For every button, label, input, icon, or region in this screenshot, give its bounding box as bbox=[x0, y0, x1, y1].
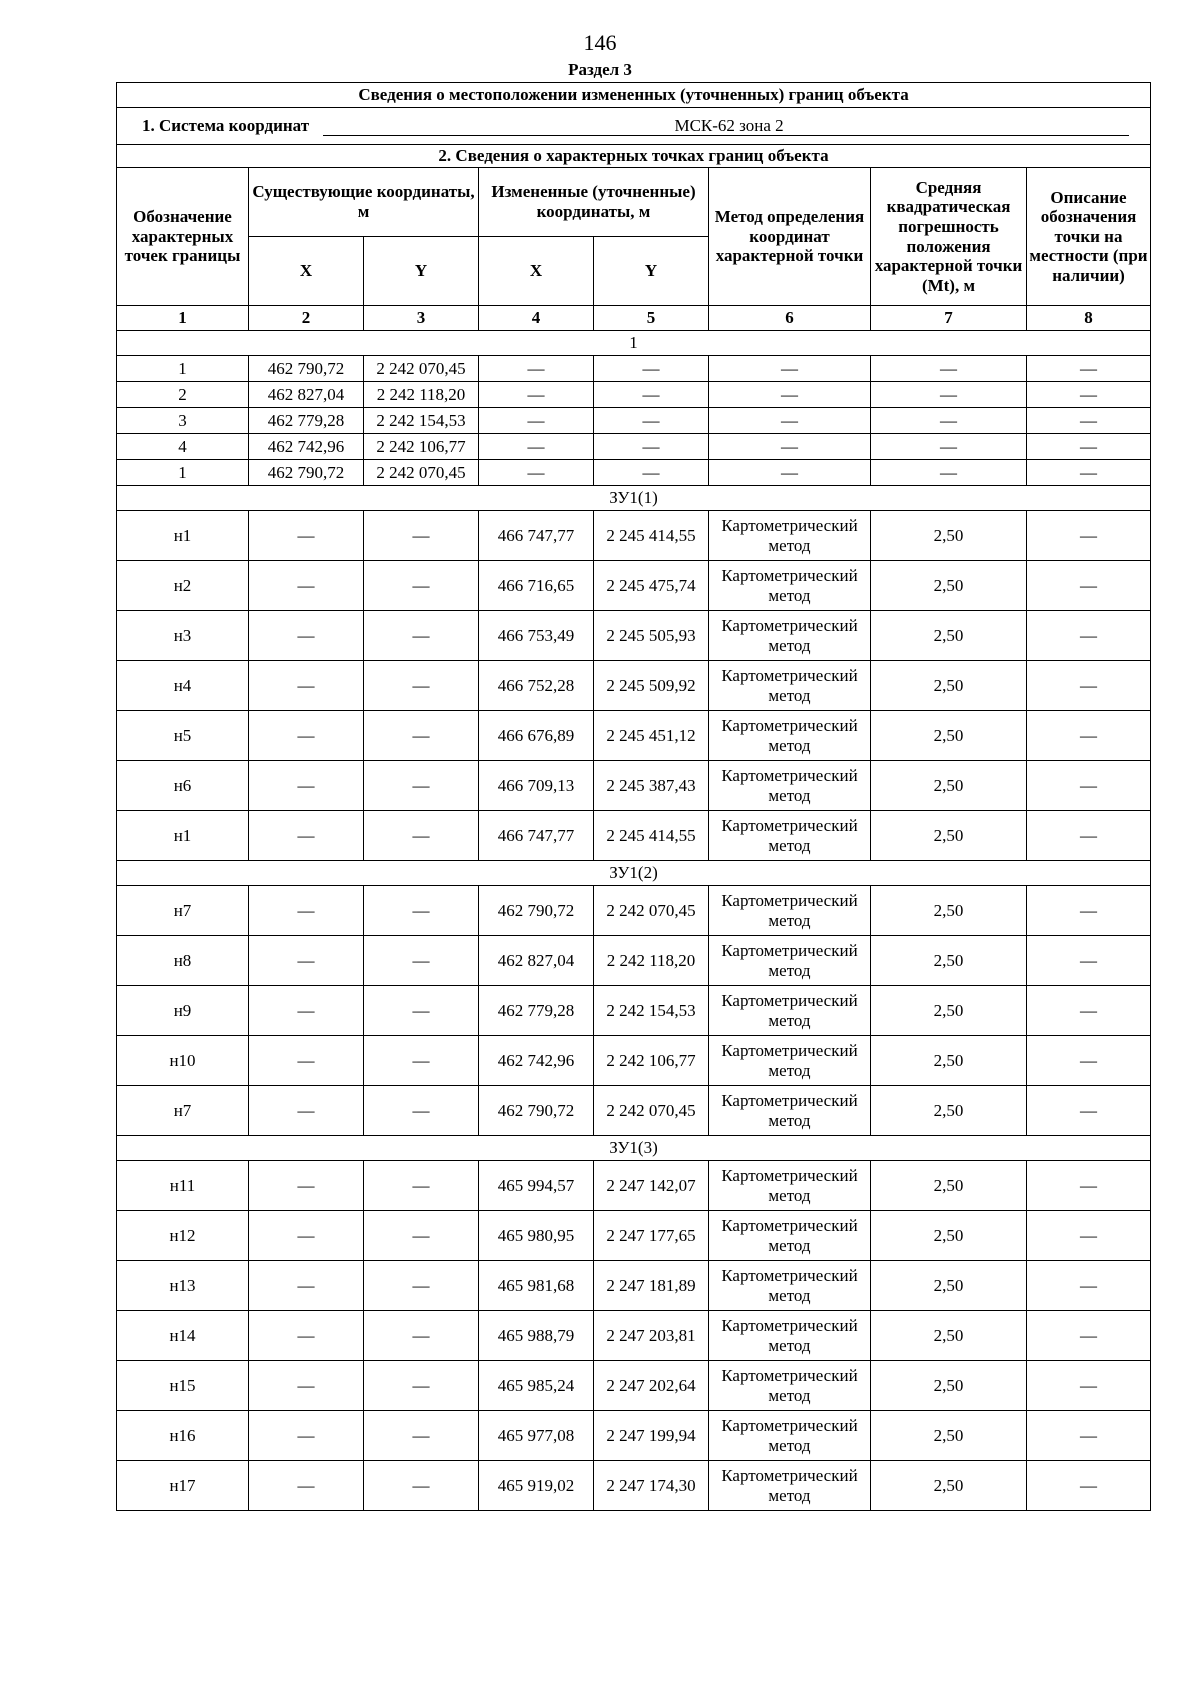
method-cell: Картометрический метод bbox=[709, 1311, 871, 1361]
table-row bbox=[117, 1361, 1151, 1411]
changed-y-cell: — bbox=[594, 382, 709, 408]
method-cell: — bbox=[709, 408, 871, 434]
error-cell: 2,50 bbox=[871, 561, 1027, 611]
group-label: 1 bbox=[117, 331, 1151, 356]
description-cell: — bbox=[1027, 460, 1151, 486]
existing-x-cell: 462 827,04 bbox=[249, 382, 364, 408]
description-cell: — bbox=[1027, 1036, 1151, 1086]
existing-x-cell: — bbox=[249, 761, 364, 811]
method-cell: — bbox=[709, 382, 871, 408]
existing-y-cell: — bbox=[364, 1211, 479, 1261]
changed-y-cell: 2 247 199,94 bbox=[594, 1411, 709, 1461]
existing-x-cell: — bbox=[249, 1211, 364, 1261]
table-row bbox=[117, 711, 1151, 761]
point-name-cell: н7 bbox=[117, 1086, 249, 1136]
description-cell: — bbox=[1027, 1211, 1151, 1261]
existing-x-cell: — bbox=[249, 711, 364, 761]
point-name-cell: н7 bbox=[117, 886, 249, 936]
method-cell: Картометрический метод bbox=[709, 1361, 871, 1411]
point-name-cell: н14 bbox=[117, 1311, 249, 1361]
group-label: ЗУ1(3) bbox=[117, 1136, 1151, 1161]
table-row bbox=[117, 1411, 1151, 1461]
group-label: ЗУ1(2) bbox=[117, 861, 1151, 886]
existing-x-cell: — bbox=[249, 661, 364, 711]
point-name-cell: 1 bbox=[117, 460, 249, 486]
existing-y-cell: — bbox=[364, 1361, 479, 1411]
error-cell: 2,50 bbox=[871, 1361, 1027, 1411]
method-cell: Картометрический метод bbox=[709, 886, 871, 936]
existing-y-cell: 2 242 070,45 bbox=[364, 356, 479, 382]
method-cell: Картометрический метод bbox=[709, 811, 871, 861]
error-cell: 2,50 bbox=[871, 611, 1027, 661]
changed-x-cell: 462 827,04 bbox=[479, 936, 594, 986]
existing-y-cell: — bbox=[364, 561, 479, 611]
description-cell: — bbox=[1027, 1261, 1151, 1311]
error-cell: 2,50 bbox=[871, 1311, 1027, 1361]
error-cell: 2,50 bbox=[871, 886, 1027, 936]
existing-x-cell: 462 779,28 bbox=[249, 408, 364, 434]
existing-y-cell: 2 242 070,45 bbox=[364, 460, 479, 486]
error-cell: 2,50 bbox=[871, 1161, 1027, 1211]
existing-x-cell: — bbox=[249, 1036, 364, 1086]
changed-x-cell: 466 752,28 bbox=[479, 661, 594, 711]
description-cell: — bbox=[1027, 711, 1151, 761]
description-cell: — bbox=[1027, 408, 1151, 434]
point-name-cell: н12 bbox=[117, 1211, 249, 1261]
header-existing-coords: Существующие координаты, м bbox=[249, 168, 479, 237]
error-cell: — bbox=[871, 434, 1027, 460]
existing-x-cell: — bbox=[249, 611, 364, 661]
point-name-cell: н17 bbox=[117, 1461, 249, 1511]
table-row bbox=[117, 1086, 1151, 1136]
existing-y-cell: 2 242 106,77 bbox=[364, 434, 479, 460]
existing-x-cell: — bbox=[249, 1086, 364, 1136]
changed-y-cell: 2 245 451,12 bbox=[594, 711, 709, 761]
coord-system-label: 1. Система координат bbox=[141, 115, 310, 135]
error-cell: 2,50 bbox=[871, 661, 1027, 711]
existing-x-cell: — bbox=[249, 1411, 364, 1461]
description-cell: — bbox=[1027, 356, 1151, 382]
point-name-cell: н11 bbox=[117, 1161, 249, 1211]
changed-x-cell: — bbox=[479, 434, 594, 460]
changed-x-cell: — bbox=[479, 382, 594, 408]
error-cell: 2,50 bbox=[871, 711, 1027, 761]
existing-y-cell: — bbox=[364, 1461, 479, 1511]
header-error: Средняя квадратическая погрешность положения характерной точки (Mt), м bbox=[871, 168, 1027, 306]
table-row bbox=[117, 1036, 1151, 1086]
method-cell: Картометрический метод bbox=[709, 1086, 871, 1136]
method-cell: Картометрический метод bbox=[709, 761, 871, 811]
description-cell: — bbox=[1027, 1461, 1151, 1511]
existing-y-cell: — bbox=[364, 711, 479, 761]
table-row bbox=[117, 811, 1151, 861]
point-name-cell: 3 bbox=[117, 408, 249, 434]
error-cell: 2,50 bbox=[871, 511, 1027, 561]
existing-x-cell: 462 742,96 bbox=[249, 434, 364, 460]
points-title: 2. Сведения о характерных точках границ объекта bbox=[117, 145, 1151, 168]
method-cell: Картометрический метод bbox=[709, 1161, 871, 1211]
existing-x-cell: — bbox=[249, 936, 364, 986]
section-title: Раздел 3 bbox=[568, 60, 632, 79]
error-cell: 2,50 bbox=[871, 1261, 1027, 1311]
changed-x-cell: 465 985,24 bbox=[479, 1361, 594, 1411]
header-changed-x: X bbox=[479, 237, 594, 306]
method-cell: Картометрический метод bbox=[709, 661, 871, 711]
method-cell: Картометрический метод bbox=[709, 1261, 871, 1311]
point-name-cell: н4 bbox=[117, 661, 249, 711]
header-description: Описание обозначения точки на местности (при наличии) bbox=[1027, 168, 1151, 306]
table-row bbox=[117, 1461, 1151, 1511]
point-name-cell: н15 bbox=[117, 1361, 249, 1411]
changed-x-cell: 462 790,72 bbox=[479, 1086, 594, 1136]
description-cell: — bbox=[1027, 434, 1151, 460]
method-cell: — bbox=[709, 460, 871, 486]
changed-y-cell: 2 245 414,55 bbox=[594, 811, 709, 861]
description-cell: — bbox=[1027, 1411, 1151, 1461]
changed-x-cell: 465 977,08 bbox=[479, 1411, 594, 1461]
method-cell: Картометрический метод bbox=[709, 1211, 871, 1261]
existing-y-cell: — bbox=[364, 936, 479, 986]
changed-x-cell: 465 981,68 bbox=[479, 1261, 594, 1311]
changed-x-cell: 465 919,02 bbox=[479, 1461, 594, 1511]
changed-y-cell: 2 247 203,81 bbox=[594, 1311, 709, 1361]
description-cell: — bbox=[1027, 986, 1151, 1036]
description-cell: — bbox=[1027, 382, 1151, 408]
changed-x-cell: 466 676,89 bbox=[479, 711, 594, 761]
changed-y-cell: — bbox=[594, 356, 709, 382]
group-row bbox=[117, 331, 1151, 356]
error-cell: 2,50 bbox=[871, 761, 1027, 811]
changed-y-cell: — bbox=[594, 434, 709, 460]
existing-y-cell: — bbox=[364, 811, 479, 861]
error-cell: 2,50 bbox=[871, 1461, 1027, 1511]
header-changed-coords: Измененные (уточненные) координаты, м bbox=[479, 168, 709, 237]
error-cell: 2,50 bbox=[871, 1211, 1027, 1261]
group-row bbox=[117, 486, 1151, 511]
table-row bbox=[117, 511, 1151, 561]
column-number: 8 bbox=[1027, 306, 1151, 331]
error-cell: — bbox=[871, 356, 1027, 382]
existing-x-cell: — bbox=[249, 511, 364, 561]
table-row bbox=[117, 356, 1151, 382]
header-existing-x: X bbox=[249, 237, 364, 306]
description-cell: — bbox=[1027, 1311, 1151, 1361]
description-cell: — bbox=[1027, 811, 1151, 861]
error-cell: 2,50 bbox=[871, 1086, 1027, 1136]
existing-y-cell: — bbox=[364, 1161, 479, 1211]
method-cell: Картометрический метод bbox=[709, 936, 871, 986]
column-number: 4 bbox=[479, 306, 594, 331]
error-cell: — bbox=[871, 460, 1027, 486]
changed-y-cell: — bbox=[594, 408, 709, 434]
error-cell: 2,50 bbox=[871, 936, 1027, 986]
changed-y-cell: 2 245 414,55 bbox=[594, 511, 709, 561]
existing-x-cell: — bbox=[249, 1361, 364, 1411]
changed-y-cell: 2 242 106,77 bbox=[594, 1036, 709, 1086]
existing-x-cell: — bbox=[249, 811, 364, 861]
description-cell: — bbox=[1027, 1086, 1151, 1136]
table-row bbox=[117, 382, 1151, 408]
header-changed-y: Y bbox=[594, 237, 709, 306]
changed-x-cell: — bbox=[479, 356, 594, 382]
changed-x-cell: — bbox=[479, 460, 594, 486]
point-name-cell: н1 bbox=[117, 511, 249, 561]
changed-x-cell: 465 994,57 bbox=[479, 1161, 594, 1211]
changed-x-cell: 462 779,28 bbox=[479, 986, 594, 1036]
method-cell: — bbox=[709, 356, 871, 382]
coord-system-value: МСК-62 зона 2 bbox=[323, 116, 1129, 137]
table-row bbox=[117, 1261, 1151, 1311]
header-point-designation: Обозначение характерных точек границы bbox=[117, 168, 249, 306]
table-row bbox=[117, 761, 1151, 811]
boundary-points-table bbox=[116, 82, 1151, 1511]
error-cell: — bbox=[871, 408, 1027, 434]
changed-x-cell: 466 747,77 bbox=[479, 511, 594, 561]
changed-x-cell: 462 742,96 bbox=[479, 1036, 594, 1086]
existing-x-cell: — bbox=[249, 561, 364, 611]
header-method: Метод определения координат характерной точки bbox=[709, 168, 871, 306]
column-number: 6 bbox=[709, 306, 871, 331]
existing-y-cell: — bbox=[364, 1086, 479, 1136]
existing-y-cell: — bbox=[364, 761, 479, 811]
changed-y-cell: 2 242 070,45 bbox=[594, 886, 709, 936]
existing-y-cell: 2 242 118,20 bbox=[364, 382, 479, 408]
group-label: ЗУ1(1) bbox=[117, 486, 1151, 511]
point-name-cell: н8 bbox=[117, 936, 249, 986]
existing-x-cell: — bbox=[249, 886, 364, 936]
existing-y-cell: — bbox=[364, 1261, 479, 1311]
table-row bbox=[117, 611, 1151, 661]
changed-y-cell: 2 242 070,45 bbox=[594, 1086, 709, 1136]
table-row bbox=[117, 1311, 1151, 1361]
method-cell: Картометрический метод bbox=[709, 1461, 871, 1511]
changed-x-cell: 465 980,95 bbox=[479, 1211, 594, 1261]
existing-y-cell: — bbox=[364, 986, 479, 1036]
method-cell: Картометрический метод bbox=[709, 511, 871, 561]
table-title: Сведения о местоположении измененных (уточненных) границ объекта bbox=[117, 83, 1151, 108]
error-cell: 2,50 bbox=[871, 1036, 1027, 1086]
point-name-cell: н6 bbox=[117, 761, 249, 811]
column-number: 5 bbox=[594, 306, 709, 331]
method-cell: Картометрический метод bbox=[709, 986, 871, 1036]
column-number: 3 bbox=[364, 306, 479, 331]
table-row bbox=[117, 434, 1151, 460]
existing-y-cell: — bbox=[364, 886, 479, 936]
description-cell: — bbox=[1027, 1161, 1151, 1211]
column-number: 1 bbox=[117, 306, 249, 331]
point-name-cell: н9 bbox=[117, 986, 249, 1036]
column-number: 2 bbox=[249, 306, 364, 331]
description-cell: — bbox=[1027, 511, 1151, 561]
point-name-cell: н16 bbox=[117, 1411, 249, 1461]
method-cell: Картометрический метод bbox=[709, 711, 871, 761]
changed-x-cell: 462 790,72 bbox=[479, 886, 594, 936]
changed-y-cell: 2 247 174,30 bbox=[594, 1461, 709, 1511]
error-cell: 2,50 bbox=[871, 811, 1027, 861]
point-name-cell: н10 bbox=[117, 1036, 249, 1086]
existing-x-cell: 462 790,72 bbox=[249, 460, 364, 486]
description-cell: — bbox=[1027, 561, 1151, 611]
page-number: 146 bbox=[583, 30, 617, 55]
existing-y-cell: — bbox=[364, 611, 479, 661]
coord-system-row bbox=[117, 108, 1151, 145]
point-name-cell: н13 bbox=[117, 1261, 249, 1311]
method-cell: — bbox=[709, 434, 871, 460]
table-row bbox=[117, 661, 1151, 711]
changed-x-cell: — bbox=[479, 408, 594, 434]
point-name-cell: 4 bbox=[117, 434, 249, 460]
changed-y-cell: 2 245 475,74 bbox=[594, 561, 709, 611]
changed-y-cell: 2 245 505,93 bbox=[594, 611, 709, 661]
changed-y-cell: 2 247 202,64 bbox=[594, 1361, 709, 1411]
existing-y-cell: — bbox=[364, 511, 479, 561]
method-cell: Картометрический метод bbox=[709, 611, 871, 661]
existing-y-cell: — bbox=[364, 1411, 479, 1461]
description-cell: — bbox=[1027, 1361, 1151, 1411]
table-row bbox=[117, 986, 1151, 1036]
description-cell: — bbox=[1027, 936, 1151, 986]
existing-y-cell: — bbox=[364, 661, 479, 711]
method-cell: Картометрический метод bbox=[709, 561, 871, 611]
table-row bbox=[117, 1211, 1151, 1261]
error-cell: — bbox=[871, 382, 1027, 408]
changed-y-cell: 2 247 142,07 bbox=[594, 1161, 709, 1211]
existing-x-cell: — bbox=[249, 1311, 364, 1361]
description-cell: — bbox=[1027, 886, 1151, 936]
changed-x-cell: 465 988,79 bbox=[479, 1311, 594, 1361]
changed-y-cell: 2 245 387,43 bbox=[594, 761, 709, 811]
description-cell: — bbox=[1027, 611, 1151, 661]
changed-y-cell: 2 242 154,53 bbox=[594, 986, 709, 1036]
changed-y-cell: 2 242 118,20 bbox=[594, 936, 709, 986]
changed-y-cell: 2 245 509,92 bbox=[594, 661, 709, 711]
changed-y-cell: 2 247 177,65 bbox=[594, 1211, 709, 1261]
group-row bbox=[117, 1136, 1151, 1161]
changed-y-cell: — bbox=[594, 460, 709, 486]
existing-y-cell: — bbox=[364, 1311, 479, 1361]
existing-y-cell: — bbox=[364, 1036, 479, 1086]
error-cell: 2,50 bbox=[871, 986, 1027, 1036]
error-cell: 2,50 bbox=[871, 1411, 1027, 1461]
existing-x-cell: — bbox=[249, 986, 364, 1036]
point-name-cell: н5 bbox=[117, 711, 249, 761]
table-row bbox=[117, 460, 1151, 486]
changed-y-cell: 2 247 181,89 bbox=[594, 1261, 709, 1311]
table-row bbox=[117, 408, 1151, 434]
changed-x-cell: 466 753,49 bbox=[479, 611, 594, 661]
description-cell: — bbox=[1027, 761, 1151, 811]
group-row bbox=[117, 861, 1151, 886]
table-row bbox=[117, 936, 1151, 986]
changed-x-cell: 466 747,77 bbox=[479, 811, 594, 861]
table-row bbox=[117, 886, 1151, 936]
existing-y-cell: 2 242 154,53 bbox=[364, 408, 479, 434]
point-name-cell: 1 bbox=[117, 356, 249, 382]
table-row bbox=[117, 561, 1151, 611]
existing-x-cell: — bbox=[249, 1461, 364, 1511]
point-name-cell: н2 bbox=[117, 561, 249, 611]
description-cell: — bbox=[1027, 661, 1151, 711]
method-cell: Картометрический метод bbox=[709, 1036, 871, 1086]
table-row bbox=[117, 1161, 1151, 1211]
existing-x-cell: — bbox=[249, 1261, 364, 1311]
point-name-cell: н3 bbox=[117, 611, 249, 661]
column-number: 7 bbox=[871, 306, 1027, 331]
method-cell: Картометрический метод bbox=[709, 1411, 871, 1461]
header-existing-y: Y bbox=[364, 237, 479, 306]
changed-x-cell: 466 716,65 bbox=[479, 561, 594, 611]
point-name-cell: н1 bbox=[117, 811, 249, 861]
changed-x-cell: 466 709,13 bbox=[479, 761, 594, 811]
existing-x-cell: — bbox=[249, 1161, 364, 1211]
point-name-cell: 2 bbox=[117, 382, 249, 408]
existing-x-cell: 462 790,72 bbox=[249, 356, 364, 382]
